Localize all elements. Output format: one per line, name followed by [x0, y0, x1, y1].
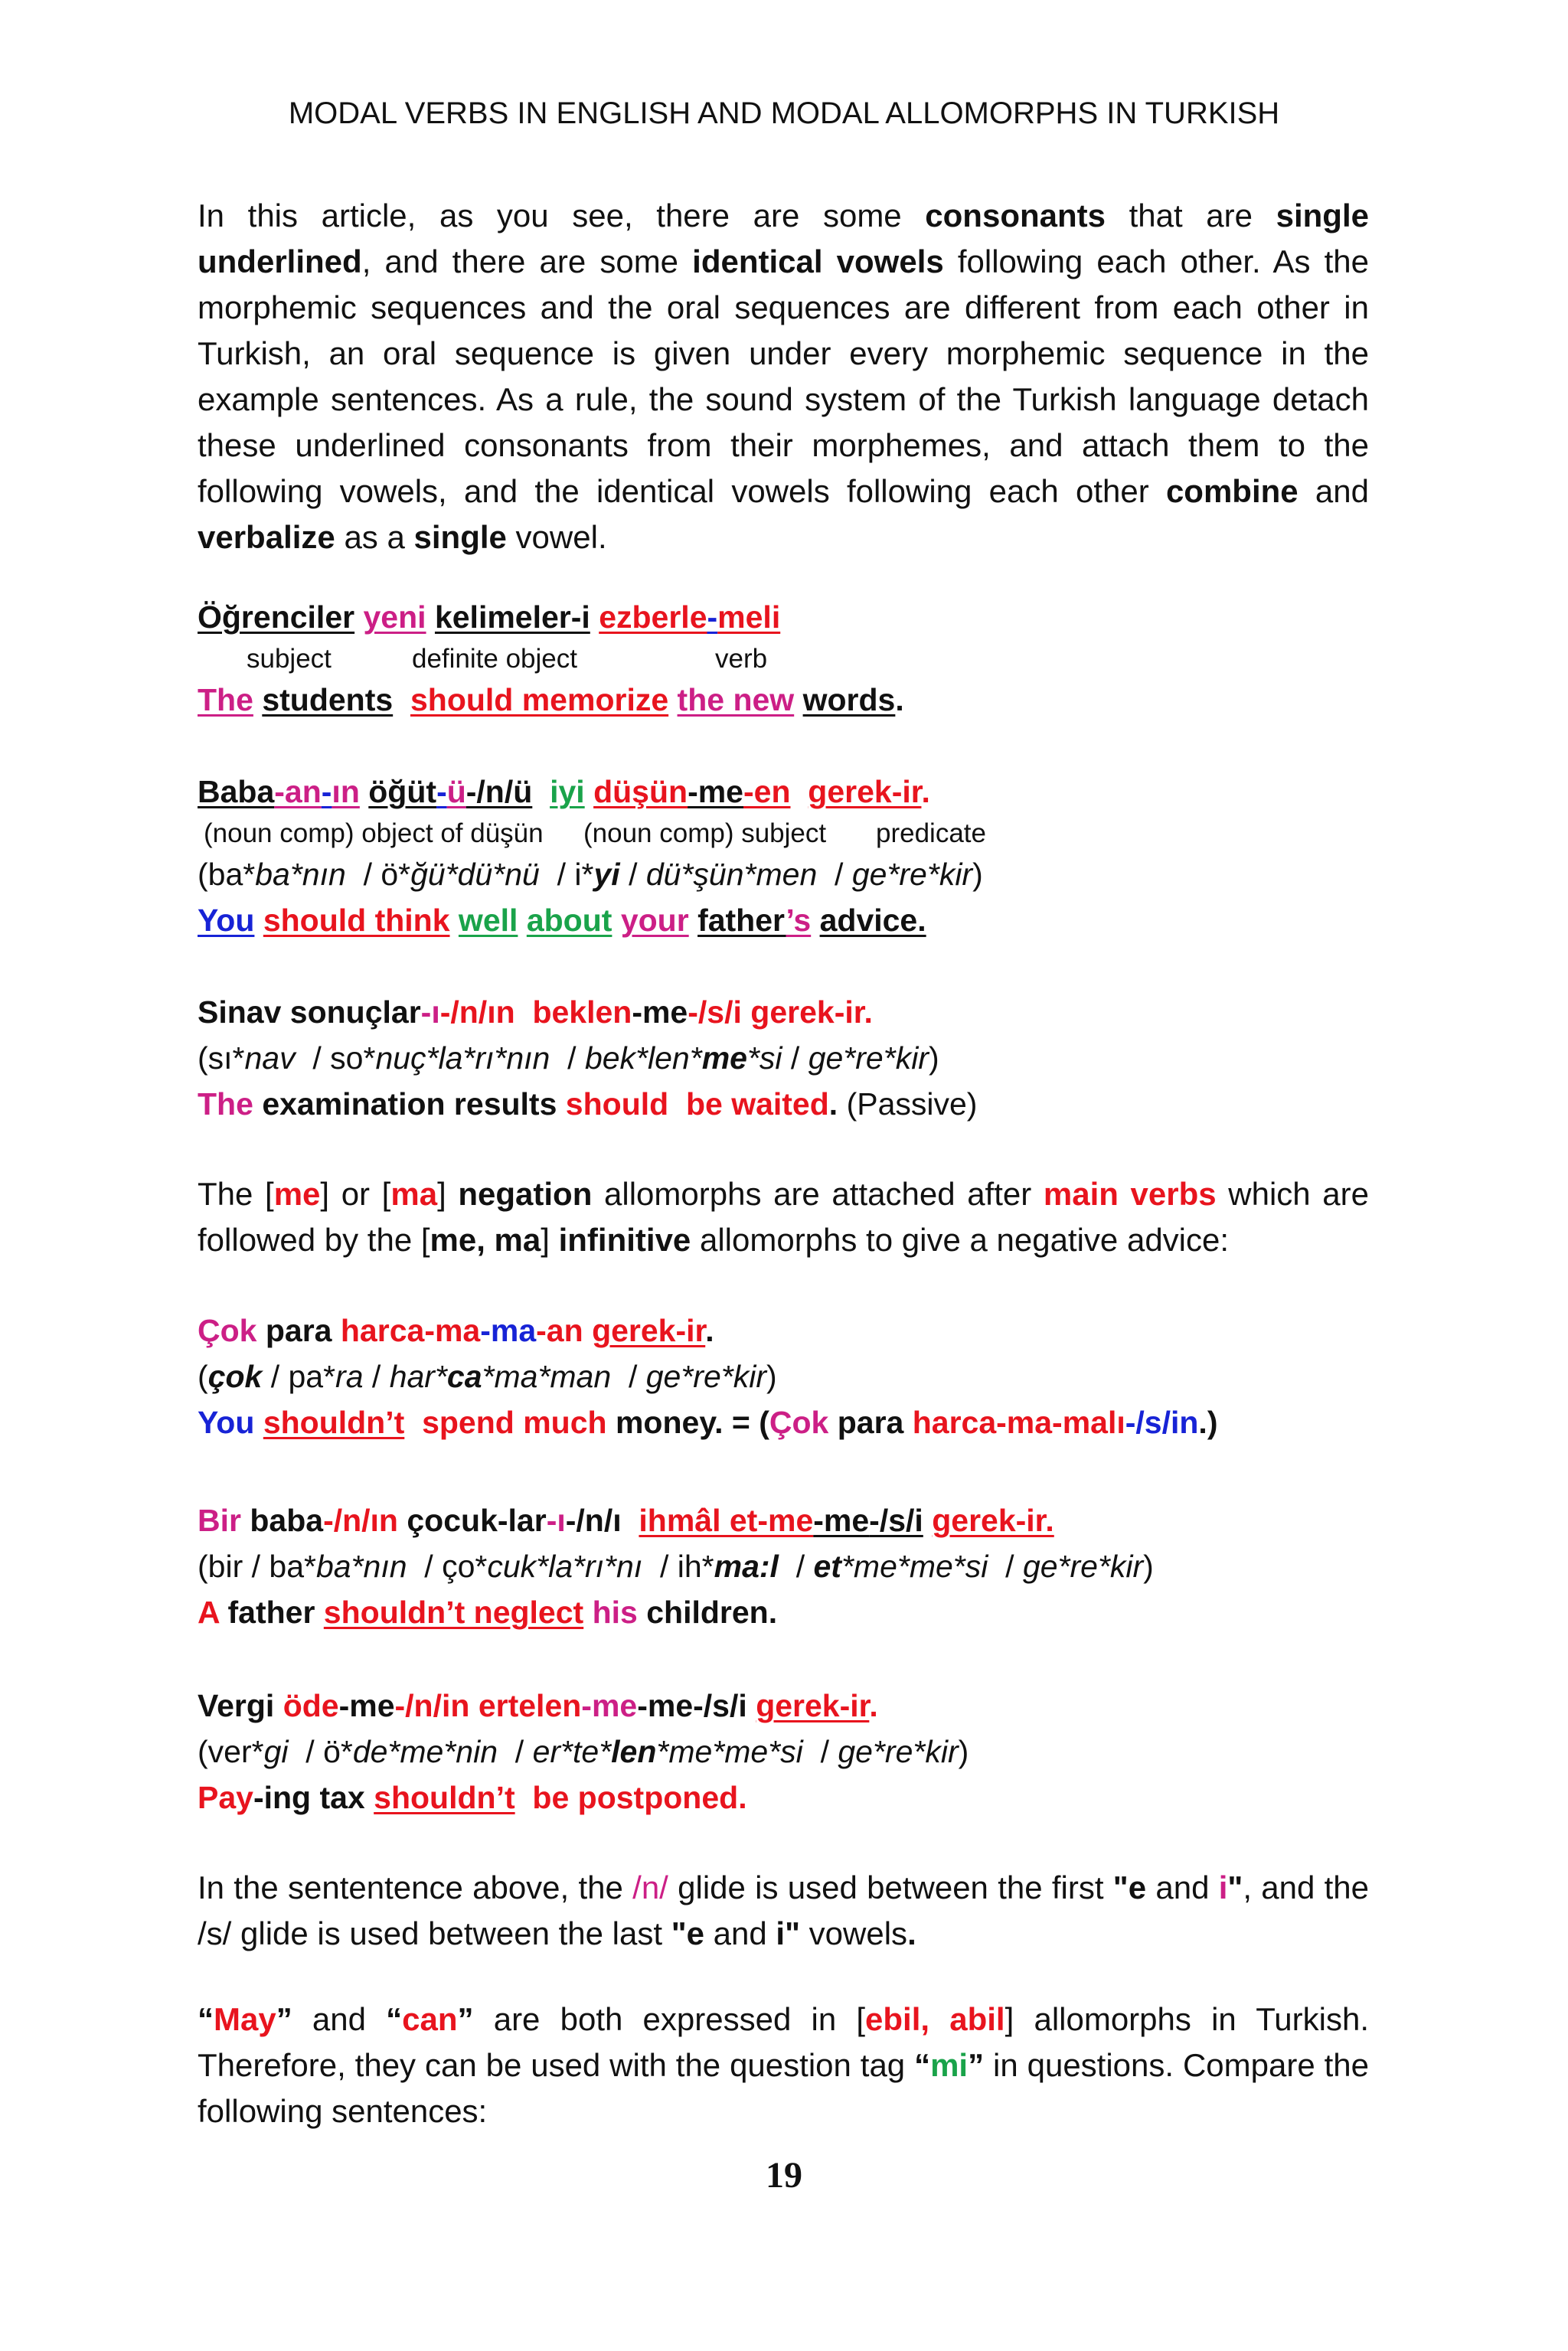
text: The	[198, 1086, 253, 1122]
text: dü*şün*men	[645, 857, 818, 892]
text: about	[526, 903, 612, 938]
text: -me	[813, 1503, 870, 1538]
text: negation	[458, 1176, 593, 1212]
text: allomorphs are attached after	[592, 1176, 1044, 1212]
text: combine	[1165, 473, 1298, 509]
text: shouldn’t	[374, 1780, 515, 1815]
text: ın	[332, 774, 360, 809]
text: , and the /s/ glide is used between the last	[198, 1869, 1370, 1951]
text: ğü*dü*nü	[410, 857, 540, 892]
text: In this article, as you see, there are some	[198, 198, 926, 233]
text: ertelen	[478, 1688, 582, 1723]
text: Bir	[198, 1503, 241, 1538]
text: baba	[240, 1503, 324, 1538]
example5-turkish	[198, 1497, 1369, 1543]
text: .)	[1198, 1405, 1218, 1440]
text: -ma	[480, 1313, 537, 1348]
text: )	[1143, 1549, 1154, 1584]
text: ] allomorphs in Turkish. Therefore, they can be used with the question tag	[198, 2001, 1369, 2083]
text: gerek-ir.	[750, 994, 873, 1030]
text: /	[817, 857, 852, 892]
text: / ço*	[407, 1549, 488, 1584]
text: as a	[335, 519, 414, 555]
text: spend much	[422, 1405, 607, 1440]
text: /	[550, 1040, 585, 1076]
text: -me	[637, 1688, 694, 1723]
text: "e	[1112, 1869, 1147, 1905]
text: para	[828, 1405, 913, 1440]
text: Baba	[198, 774, 275, 809]
text: money. = (	[615, 1405, 769, 1440]
text: öğüt	[368, 774, 437, 809]
text: The	[198, 682, 253, 717]
text: .	[828, 1086, 838, 1122]
text: ra	[335, 1359, 364, 1394]
text: bek*len*	[584, 1040, 702, 1076]
text: me	[701, 1040, 747, 1076]
text: Pay	[198, 1780, 253, 1815]
text: his	[583, 1595, 638, 1630]
text: ]	[541, 1222, 559, 1258]
text: gerek-ir.	[932, 1503, 1054, 1538]
text: / so*	[295, 1040, 376, 1076]
text: ge*re*kir	[1022, 1549, 1144, 1584]
text: -me	[688, 774, 743, 809]
text: gerek-ir	[592, 1313, 706, 1348]
text: et	[813, 1549, 841, 1584]
text: -an	[274, 774, 322, 809]
text: çok	[207, 1359, 263, 1394]
text: /	[363, 1359, 390, 1394]
text: çocuk-lar	[397, 1503, 547, 1538]
text: -me	[581, 1688, 638, 1723]
text: -/n/ın	[439, 994, 515, 1030]
example2-turkish	[198, 769, 1369, 815]
text: be postponed	[532, 1780, 739, 1815]
text: -ma	[424, 1313, 481, 1348]
text: that are	[1106, 198, 1276, 233]
text: *me*me*si	[656, 1734, 803, 1769]
example5-oral	[198, 1543, 1369, 1589]
text: A	[198, 1595, 220, 1630]
text: May	[214, 2001, 276, 2037]
example4-english	[198, 1399, 1369, 1445]
page-number: 19	[766, 2155, 802, 2196]
text: / ö*	[288, 1734, 353, 1769]
text: ’s	[786, 903, 812, 938]
text: shouldn’t	[263, 1405, 405, 1440]
text: students	[262, 682, 394, 717]
text: infinitive	[558, 1222, 691, 1258]
text: ge*re*kir	[645, 1359, 766, 1394]
text: children.	[637, 1595, 778, 1630]
text: ma:l	[714, 1549, 779, 1584]
text: are both expressed in [	[473, 2001, 866, 2037]
text: nuç*la*rı*nın	[375, 1040, 550, 1076]
text: öde	[283, 1688, 339, 1723]
text: shouldn’t neglect	[323, 1595, 584, 1630]
text: düşün	[593, 774, 688, 809]
text: should be waited	[565, 1086, 829, 1122]
text: “	[198, 2001, 214, 2037]
text: and	[1146, 1869, 1219, 1905]
text: gerek-ir	[756, 1688, 870, 1723]
example4-oral	[198, 1353, 1369, 1399]
text: ba*nın	[255, 857, 346, 892]
text: ge*re*kir	[851, 857, 973, 892]
text: your	[620, 903, 689, 938]
example6-turkish	[198, 1683, 1369, 1729]
intro-paragraph	[198, 193, 1369, 560]
example2-english	[198, 897, 1369, 943]
text: / ö*	[345, 857, 411, 892]
text: vowel.	[506, 519, 607, 555]
text: -/s/i	[688, 994, 742, 1030]
text: ”	[968, 2047, 985, 2083]
text: /	[988, 1549, 1023, 1584]
text: -an	[536, 1313, 583, 1348]
text: ebil, abil	[865, 2001, 1005, 2037]
text: *si	[746, 1040, 782, 1076]
text: "	[1227, 1869, 1243, 1905]
text: ca	[446, 1359, 482, 1394]
text: ü	[446, 774, 466, 809]
text: and	[1298, 473, 1369, 509]
text: (sı*	[198, 1040, 245, 1076]
text: father	[219, 1595, 324, 1630]
text: me	[273, 1176, 321, 1212]
text: in questions. Compare the following sentences:	[198, 2047, 1369, 2129]
text: -ı	[546, 1503, 566, 1538]
text: )	[928, 1040, 939, 1076]
text: Öğrenciler	[198, 599, 355, 635]
text: beklen	[532, 994, 632, 1030]
text: -/n/in	[394, 1688, 470, 1723]
text: /	[802, 1734, 838, 1769]
text: me, ma	[430, 1222, 541, 1258]
text: gi	[263, 1734, 289, 1769]
text: Vergi	[198, 1688, 275, 1723]
text: / pa*	[262, 1359, 336, 1394]
text: ”	[457, 2001, 474, 2037]
text: well	[458, 903, 518, 938]
text: single underlined	[198, 198, 1369, 279]
text: The [	[198, 1176, 274, 1212]
text: Çok	[198, 1313, 257, 1348]
text: ] or [	[320, 1176, 391, 1212]
text: (	[198, 1359, 208, 1394]
text: -/n/ü	[466, 774, 533, 809]
text: len	[611, 1734, 657, 1769]
text: following each other. As the morphemic sequences and the oral sequences are different from each other in Turkish, an oral sequence is given under every morphemic sequence in the example sentences. As a rule, the sound system of the Turkish language detach these underlined consonants from their morphemes, and attach them to the following vowels, and the identical vowels following each other	[198, 243, 1370, 509]
example6-english	[198, 1775, 1369, 1820]
text: de*me*nin	[352, 1734, 498, 1769]
text: (ba*	[198, 857, 256, 892]
text: yeni	[363, 599, 426, 635]
text: kelimeler-i	[434, 599, 590, 635]
text: mi	[930, 2047, 969, 2083]
text: ihmâl et-me	[639, 1503, 814, 1538]
text: ma	[390, 1176, 438, 1212]
example5-english	[198, 1589, 1369, 1635]
text: i	[1218, 1869, 1228, 1905]
text: ge*re*kir	[808, 1040, 929, 1076]
text: glide is used between the first	[668, 1869, 1113, 1905]
text: which are followed by the [	[198, 1176, 1369, 1258]
text: gerek-ir	[808, 774, 922, 809]
text: -	[707, 599, 718, 635]
text: can	[402, 2001, 458, 2037]
text: iyi	[550, 774, 585, 809]
text: “	[914, 2047, 931, 2083]
text: yi	[593, 857, 620, 892]
text: /	[782, 1040, 808, 1076]
text: /n/	[632, 1869, 668, 1905]
text: .	[869, 1688, 878, 1723]
negation-paragraph	[198, 1171, 1369, 1263]
text: para	[265, 1313, 332, 1348]
text: /	[778, 1549, 814, 1584]
text: -en	[743, 774, 791, 809]
text: You	[198, 1405, 255, 1440]
text: ba*nın	[315, 1549, 407, 1584]
text: -me	[632, 994, 688, 1030]
text: identical vowels	[692, 243, 944, 279]
label-subject: (noun comp) subject	[583, 818, 827, 848]
text: -	[321, 774, 332, 809]
text: -ing tax	[253, 1780, 365, 1815]
running-header: MODAL VERBS IN ENGLISH AND MODAL ALLOMORPHS IN TURKISH	[288, 96, 1280, 130]
label-verb: verb	[715, 644, 768, 674]
text: examination results	[262, 1086, 557, 1122]
text: er*te*	[532, 1734, 612, 1769]
label-subject: subject	[247, 644, 332, 674]
text: )	[958, 1734, 969, 1769]
text: (Passive)	[838, 1086, 978, 1122]
text: .	[907, 1915, 916, 1951]
text: ezberle	[599, 599, 707, 635]
text: (bir / ba*	[198, 1549, 316, 1584]
example3-english	[198, 1081, 1369, 1127]
text: -/n/ın	[323, 1503, 398, 1538]
text: father	[697, 903, 786, 938]
text: nav	[244, 1040, 296, 1076]
example1-turkish	[198, 594, 1369, 640]
text: -/s/in	[1125, 1405, 1199, 1440]
text: and	[704, 1915, 776, 1951]
text: ]	[437, 1176, 459, 1212]
glide-paragraph	[198, 1865, 1369, 1957]
text: .	[921, 774, 930, 809]
text: verbalize	[198, 519, 335, 555]
text: advice.	[819, 903, 926, 938]
text: “	[386, 2001, 403, 2037]
text: consonants	[925, 198, 1106, 233]
text: .	[738, 1780, 747, 1815]
text: / ih*	[642, 1549, 714, 1584]
label-definite-object: definite object	[412, 644, 577, 674]
example1-english	[198, 677, 1369, 723]
example2-oral	[198, 851, 1369, 897]
label-predicate: predicate	[876, 818, 986, 848]
text: and	[292, 2001, 387, 2037]
text: harca	[340, 1313, 425, 1348]
text: the new	[677, 682, 795, 717]
text: should think	[263, 903, 450, 938]
text: words	[802, 682, 896, 717]
example3-turkish	[198, 989, 1369, 1035]
may-can-paragraph	[198, 1997, 1369, 2134]
text: ge*re*kir	[838, 1734, 959, 1769]
text: You	[198, 903, 255, 938]
text: -ı	[420, 994, 440, 1030]
text: *me*me*si	[841, 1549, 988, 1584]
text: meli	[717, 599, 781, 635]
example4-turkish	[198, 1308, 1369, 1353]
text: should memorize	[410, 682, 669, 717]
text: .	[705, 1313, 714, 1348]
text: Sinav sonuçlar	[198, 994, 421, 1030]
example3-oral	[198, 1035, 1369, 1081]
text: -	[436, 774, 447, 809]
text: vowels	[800, 1915, 908, 1951]
text: Çok	[769, 1405, 829, 1440]
text: main verbs	[1043, 1176, 1217, 1212]
text: -/s/i	[693, 1688, 747, 1723]
text: (ver*	[198, 1734, 264, 1769]
text: -/s/i	[869, 1503, 923, 1538]
text: /	[619, 857, 646, 892]
text: har*	[389, 1359, 447, 1394]
text: -me	[338, 1688, 395, 1723]
text: -/n/ı	[565, 1503, 622, 1538]
text: .	[895, 682, 904, 717]
text: harca-ma-malı	[912, 1405, 1125, 1440]
text: )	[766, 1359, 777, 1394]
text: single	[413, 519, 507, 555]
text: /	[498, 1734, 533, 1769]
text: )	[972, 857, 983, 892]
label-object: (noun comp) object of düşün	[204, 818, 544, 848]
text: cuk*la*rı*nı	[487, 1549, 643, 1584]
text: , and there are some	[361, 243, 693, 279]
text: /	[611, 1359, 646, 1394]
text: *ma*man	[482, 1359, 612, 1394]
text: In the sententence above, the	[198, 1869, 633, 1905]
example6-oral	[198, 1729, 1369, 1775]
text: ”	[276, 2001, 292, 2037]
text: i"	[776, 1915, 800, 1951]
text: "e	[671, 1915, 704, 1951]
text: allomorphs to give a negative advice:	[691, 1222, 1230, 1258]
text: / i*	[539, 857, 594, 892]
